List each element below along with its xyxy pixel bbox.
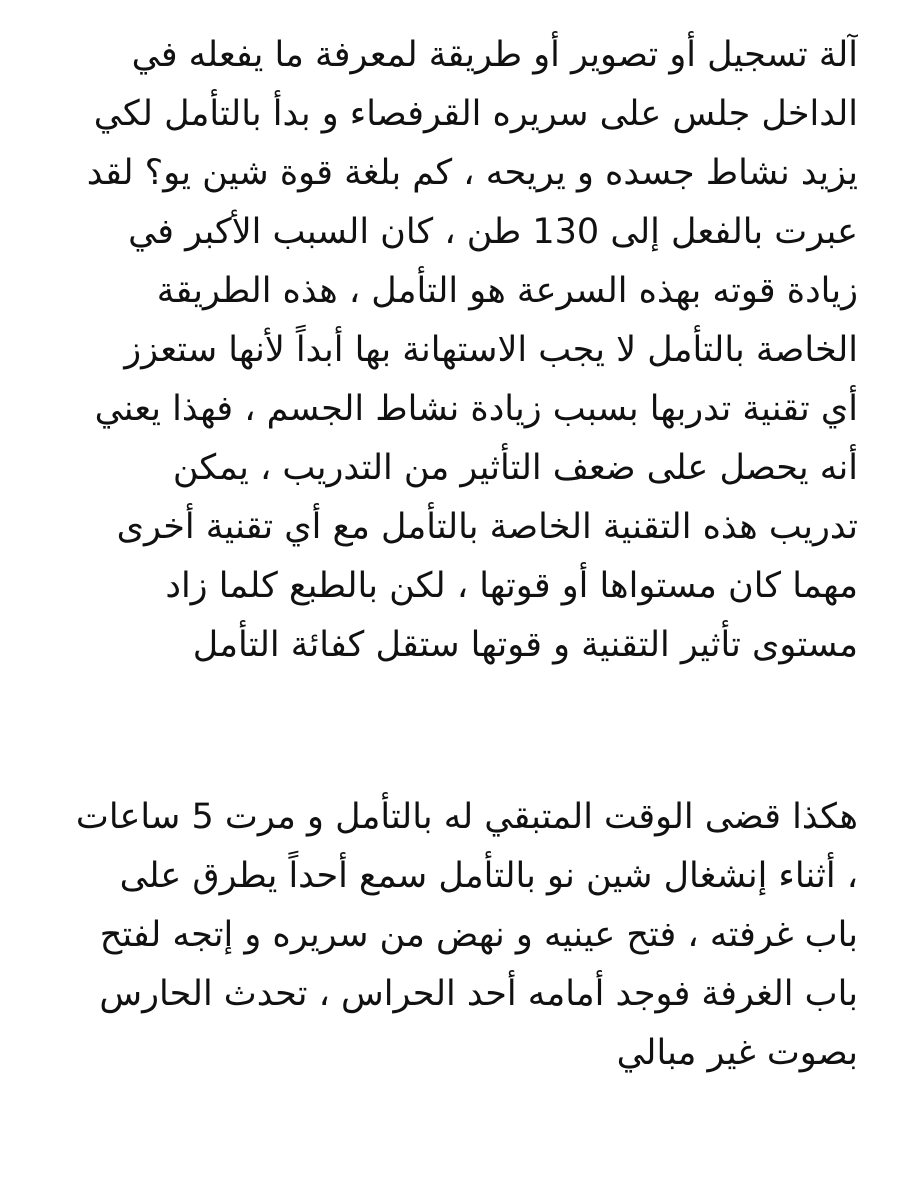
text-line: الداخل جلس على سريره القرفصاء و بدأ بالتأمل لكي — [93, 94, 858, 134]
text-line: مهما كان مستواها أو قوتها ، لكن بالطبع كلما زاد — [165, 566, 858, 606]
text-line: يزيد نشاط جسده و يريحه ، كم بلغة قوة شين يو؟ لقد — [86, 153, 858, 193]
text-line: باب غرفته ، فتح عينيه و نهض من سريره و إتجه لفتح — [99, 915, 858, 955]
paragraph-meditation — [46, 26, 858, 675]
text-line: الخاصة بالتأمل لا يجب الاستهانة بها أبداً لأنها ستعزز — [124, 330, 858, 370]
paragraph-knock — [46, 788, 858, 1083]
text-line: ، أثناء إنشغال شين نو بالتأمل سمع أحداً يطرق على — [119, 856, 858, 896]
text-line: بصوت غير مبالي — [616, 1033, 858, 1073]
text-line: باب الغرفة فوجد أمامه أحد الحراس ، تحدث الحارس — [99, 974, 858, 1014]
text-line: مستوى تأثير التقنية و قوتها ستقل كفائة التأمل — [192, 625, 858, 665]
text-line: أي تقنية تدربها بسبب زيادة نشاط الجسم ، فهذا يعني — [94, 389, 858, 429]
text-line: آلة تسجيل أو تصوير أو طريقة لمعرفة ما يفعله في — [131, 35, 858, 75]
text-line: أنه يحصل على ضعف التأثير من التدريب ، يمكن — [172, 448, 858, 488]
text-line: عبرت بالفعل إلى 130 طن ، كان السبب الأكبر في — [128, 212, 858, 252]
text-line: هكذا قضى الوقت المتبقي له بالتأمل و مرت 5 ساعات — [75, 797, 858, 837]
text-line: زيادة قوته بهذه السرعة هو التأمل ، هذه الطريقة — [156, 271, 858, 311]
text-line: تدريب هذه التقنية الخاصة بالتأمل مع أي تقنية أخرى — [116, 507, 858, 547]
